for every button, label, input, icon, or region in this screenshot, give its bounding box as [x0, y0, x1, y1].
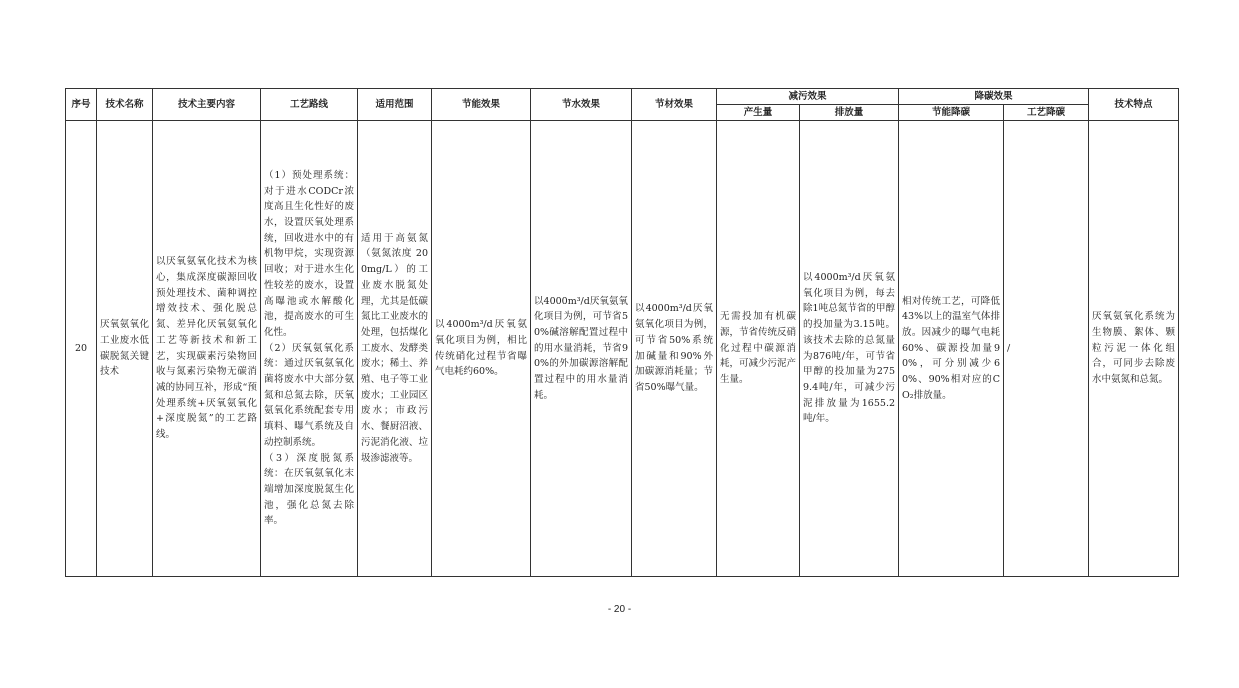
header-no: 序号	[66, 89, 97, 121]
header-pollution: 减污效果	[717, 89, 899, 105]
table-row	[66, 121, 1179, 577]
route-step-3: （3）深度脱氮系统：在厌氧氨氧化末端增加深度脱氮生化池，强化总氮去除率。	[264, 452, 354, 527]
technology-table	[65, 88, 1179, 577]
header-material: 节材效果	[632, 89, 717, 121]
route-step-1: （1）预处理系统：对于进水CODCr浓度高且生化性好的废水，设置厌氧处理系统，回收进水中的有机物甲烷，实现资源回收；对于进水生化性较差的废水，设置高曝池或水解酸化池，提高废水的可生化性。	[264, 169, 354, 338]
header-carbon-process: 工艺降碳	[1004, 105, 1089, 121]
header-content: 技术主要内容	[153, 89, 261, 121]
page-number: - 20 -	[607, 604, 632, 615]
header-route: 工艺路线	[261, 89, 358, 121]
header-carbon-energy: 节能降碳	[899, 105, 1004, 121]
header-pollution-produce: 产生量	[717, 105, 800, 121]
cell-route	[261, 121, 358, 577]
cell-carbon-energy: 相对传统工艺，可降低43%以上的温室气体排放。因减少的曝气电耗60%、碳源投加量90%，可分别减少60%、90%相对应的CO₂排放量。	[899, 121, 1004, 577]
header-carbon: 降碳效果	[899, 89, 1089, 105]
header-water: 节水效果	[531, 89, 632, 121]
cell-scope: 适用于高氨氮（氨氮浓度 200mg/L）的工业废水脱氮处理，尤其是低碳氮比工业废水的处理，包括煤化工废水、发酵类废水；稀土、养殖、电子等工业废水；工业园区废水；市政污水、餐厨沼液、污泥消化液、垃圾渗滤液等。	[358, 121, 432, 577]
cell-feature: 厌氧氨氧化系统为生物膜、絮体、颗粒污泥一体化组合，可同步去除废水中氨氮和总氮。	[1089, 121, 1179, 577]
cell-name: 厌氧氨氧化工业废水低碳脱氮关键技术	[97, 121, 153, 577]
header-scope: 适用范围	[358, 89, 432, 121]
header-pollution-emit: 排放量	[800, 105, 899, 121]
header-energy: 节能效果	[432, 89, 531, 121]
cell-pollution-emit: 以4000m³/d厌氧氨氧化项目为例，每去除1吨总氮节省的甲醇的投加量为3.15吨。该技术去除的总氮量为876吨/年，可节省甲醇的投加量为2759.4吨/年，可减少污泥排放量为1655.2吨/年。	[800, 121, 899, 577]
cell-no: 20	[66, 121, 97, 577]
route-step-2: （2）厌氧氨氧化系统：通过厌氧氨氧化菌将废水中大部分氨氮和总氮去除，厌氧氨氧化系统配套专用填料、曝气系统及自动控制系统。	[264, 342, 354, 448]
cell-material: 以4000m³/d厌氧氨氧化项目为例，可节省50%系统加碱量和90%外加碳源消耗量；节省50%曝气量。	[632, 121, 717, 577]
cell-carbon-process: /	[1004, 121, 1089, 577]
cell-content: 以厌氧氨氧化技术为核心，集成深度碳源回收预处理技术、菌种调控增效技术、强化脱总氮、差异化厌氧氨氧化工艺等新技术和新工艺，实现碳素污染物回收与氮素污染物无碳消减的协同互补，形成“预处理系统+厌氧氨氧化+深度脱氮”的工艺路线。	[153, 121, 261, 577]
cell-pollution-produce: 无需投加有机碳源，节省传统反硝化过程中碳源消耗，可减少污泥产生量。	[717, 121, 800, 577]
cell-water: 以4000m³/d厌氧氨氧化项目为例，可节省50%碱溶解配置过程中的用水量消耗，节省90%的外加碳源溶解配置过程中的用水量消耗。	[531, 121, 632, 577]
cell-energy: 以4000m³/d厌氧氨氧化项目为例，相比传统硝化过程节省曝气电耗约60%。	[432, 121, 531, 577]
header-feature: 技术特点	[1089, 89, 1179, 121]
header-name: 技术名称	[97, 89, 153, 121]
